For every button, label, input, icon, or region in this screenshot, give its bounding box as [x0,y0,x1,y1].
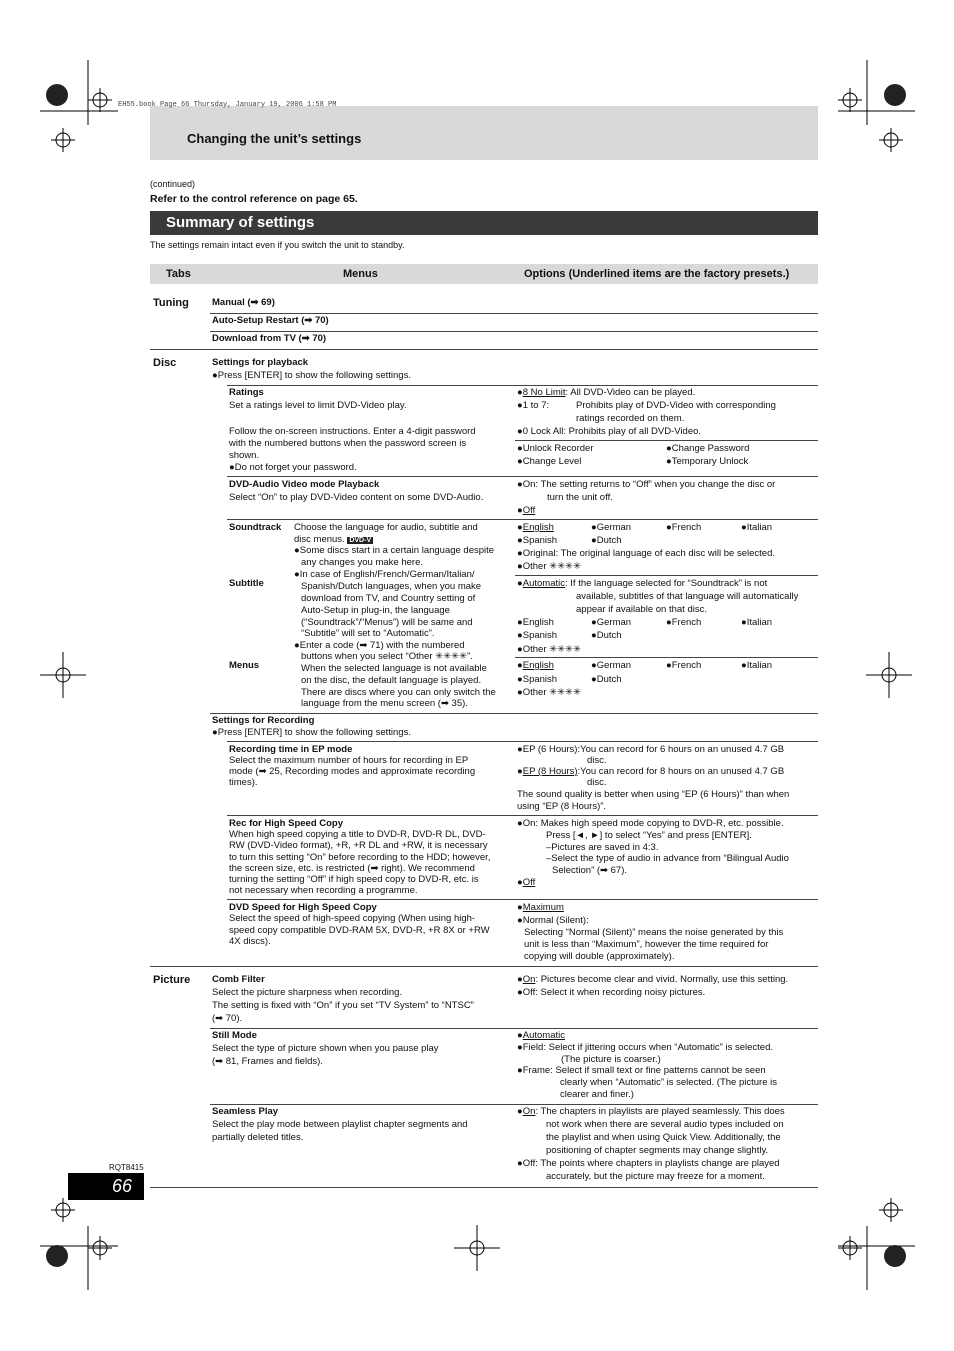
ep-option: disc. [587,777,607,788]
ds-text: 4X discs). [229,936,271,947]
divider [515,575,818,576]
hs-option: Press [◄, ►] to select “Yes” and press [ENTER]. [546,830,752,841]
ep-option: ●EP (6 Hours):You can record for 6 hours on an unused 4.7 GB [517,744,785,755]
lang-option: ●French [666,660,702,671]
ep-text: Select the maximum number of hours for recording in EP [229,755,469,766]
still-option: clearer and finer.) [560,1089,634,1100]
ep-option: disc. [587,755,607,766]
lang-option: ●German [591,522,632,533]
ratings-text: Set a ratings level to limit DVD-Video play. [229,400,407,411]
lang-option: ●Dutch [591,674,622,685]
lang-option: ●French [666,522,702,533]
dvd-v-badge: DVD-V [349,537,372,544]
preset-value: On [522,974,536,985]
hs-text: not necessary when recording a programme. [229,885,418,896]
lang-option: ●Italian [741,522,773,533]
lang-option: ●Spanish [517,630,558,641]
ep-option: The sound quality is better when using “EP (6 Hours)” than when [517,789,790,800]
lang-option: ●English [517,617,554,628]
dvda-option: ●Off [517,505,536,516]
ep-text: mode (➡ 25, Recording modes and approximate recording [229,766,476,777]
divider [227,519,818,520]
divider [150,966,818,967]
ratings-option: ●Temporary Unlock [666,456,749,467]
seamless-option: the playlist and when using Quick View. Additionally, the [546,1132,781,1143]
lang-text: When the selected language is not available [301,663,487,674]
ratings-option: ●Change Level [517,456,582,467]
page-number: 66 [112,1176,133,1196]
preset-value: Automatic [522,578,565,589]
divider [515,657,818,658]
subtitle-option: appear if available on that disc. [576,604,707,615]
lang-text: ●In case of English/French/German/Italian/ [294,569,475,580]
lang-option: ●Original: The original language of each disc will be selected. [517,548,775,559]
lang-text: any changes you make here. [301,557,423,568]
lang-text: There are discs where you can only switch the [301,687,496,698]
subtitle-title: Subtitle [229,578,264,589]
hs-text: RW (DVD-Video format), +R, +R DL and +RW, it is necessary [229,840,488,851]
lang-text: on the disc, the default language is played. [301,675,482,686]
lang-option: ●Other ✳✳✳✳ [517,644,581,655]
hs-text: to turn this setting “On” before recording to the HDD; however, [229,852,491,863]
menu-manual: Manual (➡ 69) [212,297,275,308]
lang-option: ●Italian [741,660,773,671]
control-reference: Refer to the control reference on page 65. [150,193,358,205]
seamless-option: not work when there are several audio types included on [546,1119,784,1130]
seamless-title: Seamless Play [212,1106,279,1117]
ratings-option: ●8 No Limit: All DVD-Video can be played. [517,387,696,398]
ep-option: using “EP (8 Hours)”. [517,801,607,812]
preset-value: Automatic [522,1030,565,1041]
lang-text: Spanish/Dutch languages, when you make [301,581,482,592]
preset-value: Maximum [522,902,564,913]
seamless-option: ●Off: The points where chapters in playlists change are played [517,1158,780,1169]
tab-disc: Disc [153,357,177,369]
lang-text: ●Some discs start in a certain language despite [294,545,495,556]
dvda-option: ●On: The setting returns to “Off” when you change the disc or [517,479,776,490]
ratings-title: Ratings [229,387,264,398]
still-option: clearly when “Automatic” is selected. (The picture is [560,1077,777,1088]
comb-title: Comb Filter [212,974,265,985]
lang-option: ●Spanish [517,674,558,685]
intro-text: The settings remain intact even if you switch the unit to standby. [150,240,405,250]
section-title: Summary of settings [166,214,315,231]
lang-text: disc menus. [294,534,345,545]
dvda-option: turn the unit off. [547,492,613,503]
subtitle-option: available, subtitles of that language will automatically [576,591,799,602]
divider [227,476,818,477]
recording-title: Settings for Recording [212,715,315,726]
hs-option: –Pictures are saved in 4:3. [546,842,659,853]
preset-value: EP (8 Hours) [522,766,578,777]
ratings-text: shown. [229,450,260,461]
ds-option: ●Normal (Silent): [517,915,589,926]
still-title: Still Mode [212,1030,257,1041]
ratings-option: ●1 to 7: [517,400,550,411]
still-text: Select the type of picture shown when you pause play [212,1043,439,1054]
lang-text: ●Enter a code (➡ 71) with the numbered [294,640,465,651]
comb-text: (➡ 70). [212,1013,243,1024]
divider [227,815,818,816]
hs-title: Rec for High Speed Copy [229,818,344,829]
lang-text: “Subtitle” will set to “Automatic”. [301,628,435,639]
hs-option: ●Off [517,877,536,888]
divider [210,1104,818,1105]
still-option: ●Automatic [517,1030,565,1041]
ep-option: ●EP (8 Hours):You can record for 8 hours on an unused 4.7 GB [517,766,785,777]
ratings-text: with the numbered buttons when the password screen is [229,438,467,449]
divider [227,385,818,386]
book-stamp: EH55.book Page 66 Thursday, January 19, 2006 1:58 PM [118,101,337,109]
option-text: :You can record for 8 hours on an unused 4.7 GB [577,766,785,777]
ds-text: speed copy compatible DVD-RAM 5X, DVD-R, +R 8X or +RW [229,925,490,936]
dvda-desc: Select “On” to play DVD-Video content on some DVD-Audio. [229,492,484,503]
lang-text: download from TV, and Country setting of [301,593,476,604]
seamless-text: partially deleted titles. [212,1132,304,1143]
divider [210,331,818,332]
lang-text: (“Soundtrack”/“Menus”) will be same and [301,617,473,628]
divider [227,899,818,900]
hs-text: the screen size, etc. is restricted (➡ right). We recommend [229,863,475,874]
dvda-title: DVD-Audio Video mode Playback [229,479,380,490]
preset-value: 8 No Limit [522,387,566,398]
lang-option: ●English [517,660,554,671]
option-text: : All DVD-Video can be played. [565,387,696,398]
ratings-text: Follow the on-screen instructions. Enter a 4-digit password [229,426,476,437]
seamless-option: ●On: The chapters in playlists are played seamlessly. This does [517,1106,785,1117]
divider [210,313,818,314]
preset-value: English [522,660,554,671]
divider [150,349,818,350]
preset-value: Off [522,877,536,888]
chapter-title: Changing the unit’s settings [187,131,362,146]
ratings-option: Prohibits play of DVD-Video with corresponding [576,400,776,411]
subtitle-option: ●Automatic: If the language selected for “Soundtrack” is not [517,578,768,589]
lang-text: Choose the language for audio, subtitle and [294,522,478,533]
still-text: (➡ 81, Frames and fields). [212,1056,323,1067]
preset-value: Off [522,505,536,516]
ratings-option: ●0 Lock All: Prohibits play of all DVD-Video. [517,426,702,437]
divider [210,1028,818,1029]
lang-option: ●Dutch [591,630,622,641]
divider [150,1187,818,1188]
lang-option: ●German [591,617,632,628]
lang-text: Auto-Setup in plug-in, the language [301,605,450,616]
divider [515,440,818,441]
lang-option: ●English [517,522,554,533]
menus-title: Menus [229,660,260,671]
header-options: Options (Underlined items are the factory presets.) [524,268,790,280]
page-number-box [68,1173,144,1200]
ratings-option: ratings recorded on them. [576,413,685,424]
lang-option: ●French [666,617,702,628]
lang-text: buttons when you select “Other ✳✳✳✳”. [301,651,473,662]
option-text: : The chapters in playlists are played seamlessly. This does [535,1106,785,1117]
hs-option: ●On: Makes high speed mode copying to DVD-R, etc. possible. [517,818,784,829]
ds-option: Selecting “Normal (Silent)” means the noise generated by this [524,927,784,938]
ratings-option: ●Unlock Recorder [517,443,594,454]
ds-option: unit is less than “Maximum”, however the time required for [524,939,769,950]
seamless-option: accurately, but the picture may freeze for a moment. [546,1171,765,1182]
ratings-text: ●Do not forget your password. [229,462,357,473]
ep-text: times). [229,777,258,788]
comb-text: Select the picture sharpness when recording. [212,987,403,998]
lang-option: ●Dutch [591,535,622,546]
option-text: : If the language selected for “Soundtrack” is not [565,578,768,589]
seamless-option: positioning of chapter segments may change slightly. [546,1145,769,1156]
ds-option: copying will double (approximately). [524,951,675,962]
lang-option: ●Italian [741,617,773,628]
still-option: ●Frame: Select if small text or fine patterns cannot be seen [517,1065,766,1076]
playback-title: Settings for playback [212,357,309,368]
ds-text: Select the speed of high-speed copying (When using high- [229,913,476,924]
lang-option: ●Other ✳✳✳✳ [517,687,581,698]
hs-text: When high speed copying a title to DVD-R, DVD-R DL, DVD- [229,829,486,840]
ep-title: Recording time in EP mode [229,744,353,755]
still-option: (The picture is coarser.) [561,1054,661,1065]
comb-text: The setting is fixed with “On” if you set “TV System” to “NTSC” [212,1000,474,1011]
comb-option: ●On: Pictures become clear and vivid. Normally, use this setting. [517,974,789,985]
seamless-text: Select the play mode between playlist chapter segments and [212,1119,468,1130]
soundtrack-title: Soundtrack [229,522,282,533]
ds-title: DVD Speed for High Speed Copy [229,902,377,913]
lang-option: ●German [591,660,632,671]
header-tabs: Tabs [166,268,191,280]
continued-label: (continued) [150,179,196,189]
ratings-option: ●Change Password [666,443,750,454]
model-code: RQT8415 [109,1163,144,1172]
preset-value: On [522,1106,536,1117]
header-menus: Menus [343,268,378,280]
preset-value: English [522,522,554,533]
lang-option: ●Other ✳✳✳✳ [517,561,581,572]
playback-note: ●Press [ENTER] to show the following settings. [212,370,411,381]
divider [210,713,818,714]
option-text: : Pictures become clear and vivid. Normally, use this setting. [535,974,789,985]
recording-note: ●Press [ENTER] to show the following settings. [212,727,411,738]
menu-download: Download from TV (➡ 70) [212,333,327,344]
lang-option: ●Spanish [517,535,558,546]
comb-option: ●Off: Select it when recording noisy pictures. [517,987,706,998]
hs-option: –Select the type of audio in advance from “Bilingual Audio [546,853,789,864]
tab-tuning: Tuning [153,297,189,309]
lang-text: language from the menu screen (➡ 35). [301,698,468,709]
tab-picture: Picture [153,974,191,986]
divider [227,741,818,742]
ds-option: ●Maximum [517,902,564,913]
hs-option: Selection” (➡ 67). [552,865,628,876]
menu-auto-setup: Auto-Setup Restart (➡ 70) [212,315,329,326]
still-option: ●Field: Select if jittering occurs when “Automatic” is selected. [517,1042,774,1053]
hs-text: turning the setting “Off” if high speed copy to DVD-R, etc. is [229,874,479,885]
